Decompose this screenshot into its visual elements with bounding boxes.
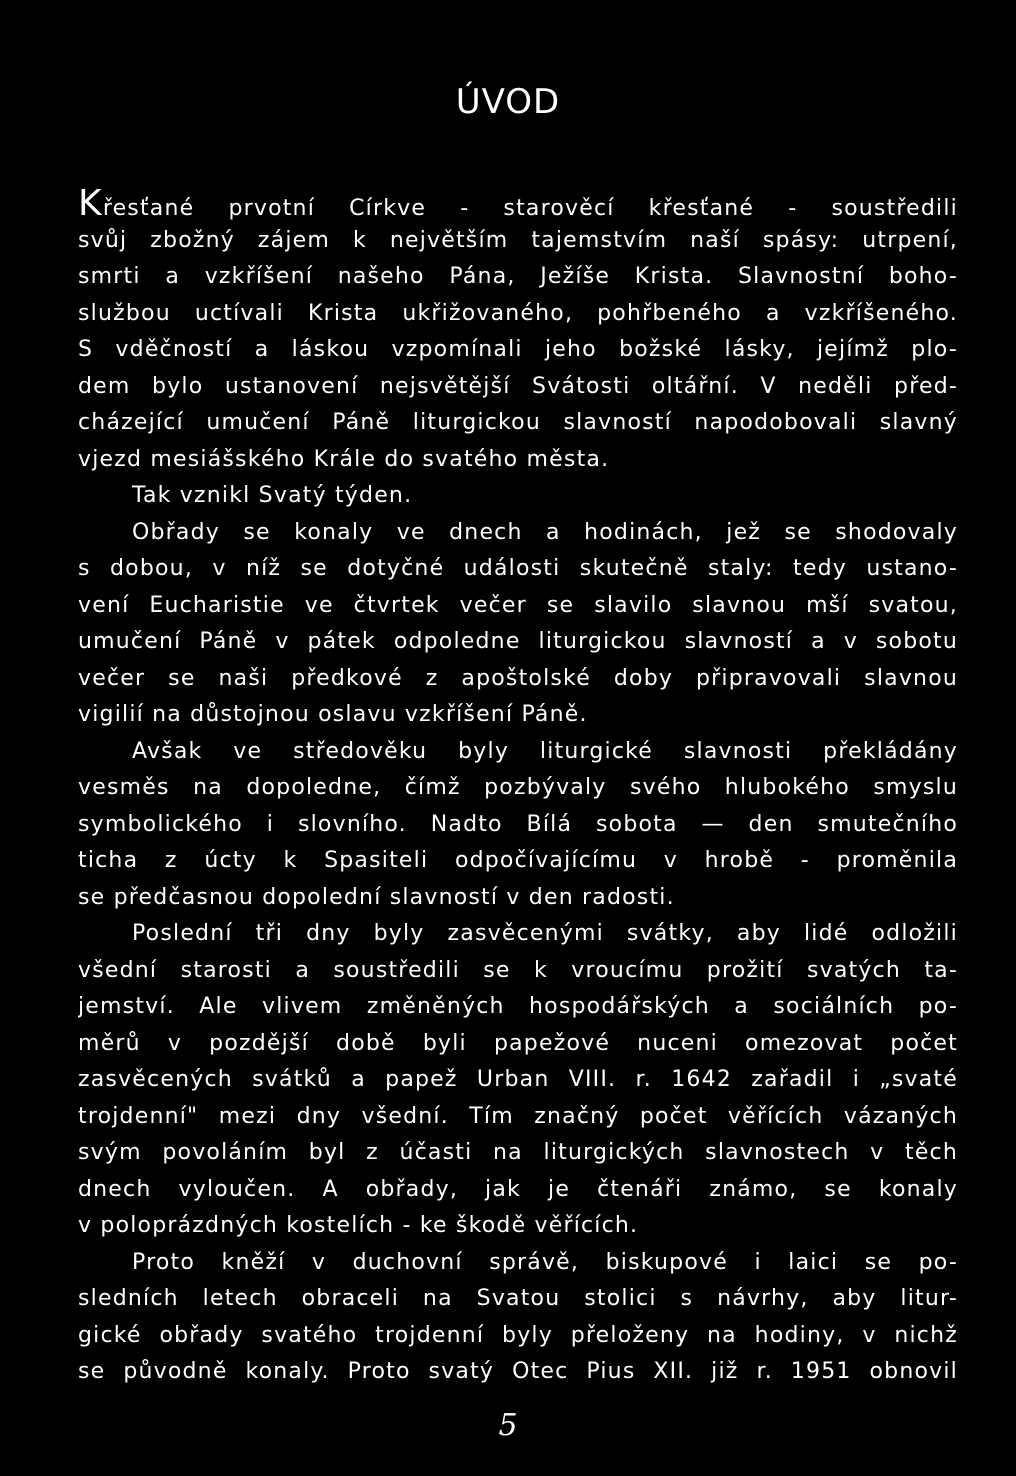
- text-line-18: symbolického i slovního. Nadto Bílá sobota — den smutečního: [78, 811, 958, 837]
- text-line-7: cházející umučení Páně liturgickou slavností napodobovali slavný: [78, 410, 958, 435]
- text-line-27: svým povoláním byl z účasti na liturgických slavnostech v těch: [78, 1140, 958, 1165]
- text-line-24: měrů v pozdější době byli papežové nuceni omezovat počet: [78, 1030, 958, 1056]
- text-line-25: zasvěcených svátků a papež Urban VIII. r. 1642 zařadil i „svaté: [78, 1067, 958, 1092]
- text-line-26: trojdenní" mezi dny všední. Tím značný počet věřících vázaných: [78, 1103, 958, 1129]
- text-line-20: se předčasnou dopolední slavností v den radosti.: [78, 884, 675, 910]
- text-line-17: vesměs na dopoledne, čímž pozbývaly svého hlubokého smyslu: [78, 775, 958, 800]
- text-line-28: dnech vyloučen. A obřady, jak je čtenáři známo, se konaly: [78, 1176, 958, 1202]
- text-line-21: Poslední tři dny byly zasvěcenými svátky, aby lidé odložili: [132, 921, 958, 946]
- page-heading: ÚVOD: [455, 82, 561, 122]
- body-text: [78, 186, 958, 1391]
- page-number: 5: [498, 1408, 518, 1443]
- text-line-32: gické obřady svatého trojdenní byly přeloženy na hodiny, v nichž: [78, 1322, 958, 1348]
- text-line-6: dem bylo ustanovení nejsvětější Svátosti oltářní. V neděli před-: [78, 373, 958, 399]
- text-line-13: umučení Páně v pátek odpoledne liturgickou slavností a v sobotu: [78, 629, 958, 654]
- text-line-2: svůj zbožný zájem k největším tajemstvím naší spásy: utrpení,: [78, 227, 958, 253]
- text-line-5: S vděčností a láskou vzpomínali jeho božské lásky, jejímž plo-: [78, 337, 958, 362]
- text-line-10: Obřady se konaly ve dnech a hodinách, jež se shodovaly: [132, 519, 958, 545]
- text-line-1: Křesťané prvotní Církve - starověcí křesťané - soustředili: [78, 186, 958, 223]
- text-line-16: Avšak ve středověku byly liturgické slavnosti překládány: [132, 738, 958, 764]
- text-line-31: sledních letech obraceli na Svatou stolici s návrhy, aby litur-: [78, 1286, 958, 1311]
- text-line-23: jemství. Ale vlivem změněných hospodářských a sociálních po-: [78, 994, 958, 1019]
- drop-cap: K: [78, 186, 103, 223]
- text-line-30: Proto kněží v duchovní správě, biskupové i laici se po-: [132, 1249, 958, 1275]
- text-line-3: smrti a vzkříšení našeho Pána, Ježíše Krista. Slavnostní boho-: [78, 264, 958, 289]
- text-line-22: všední starosti a soustředili se k vroucímu prožití svatých ta-: [78, 957, 958, 983]
- text-line-8: vjezd mesiášského Krále do svatého města.: [78, 446, 610, 472]
- text-line-4: službou uctívali Krista ukřižovaného, pohřbeného a vzkříšeného.: [78, 300, 958, 326]
- text-line-14: večer se naši předkové z apoštolské doby připravovali slavnou: [78, 665, 958, 691]
- text-line-33: se původně konaly. Proto svatý Otec Pius XII. již r. 1951 obnovil: [78, 1359, 958, 1384]
- text-line-15: vigilií na důstojnou oslavu vzkříšení Páně.: [78, 702, 588, 727]
- text-line-9: Tak vznikl Svatý týden.: [132, 483, 413, 508]
- text-line-19: ticha z úcty k Spasiteli odpočívajícímu v hrobě - proměnila: [78, 848, 958, 873]
- text-line-29: v poloprázdných kostelích - ke škodě věřících.: [78, 1213, 639, 1238]
- text-line-11: s dobou, v níž se dotyčné události skutečně staly: tedy ustano-: [78, 556, 958, 581]
- text-line-12: vení Eucharistie ve čtvrtek večer se slavilo slavnou mší svatou,: [78, 592, 958, 618]
